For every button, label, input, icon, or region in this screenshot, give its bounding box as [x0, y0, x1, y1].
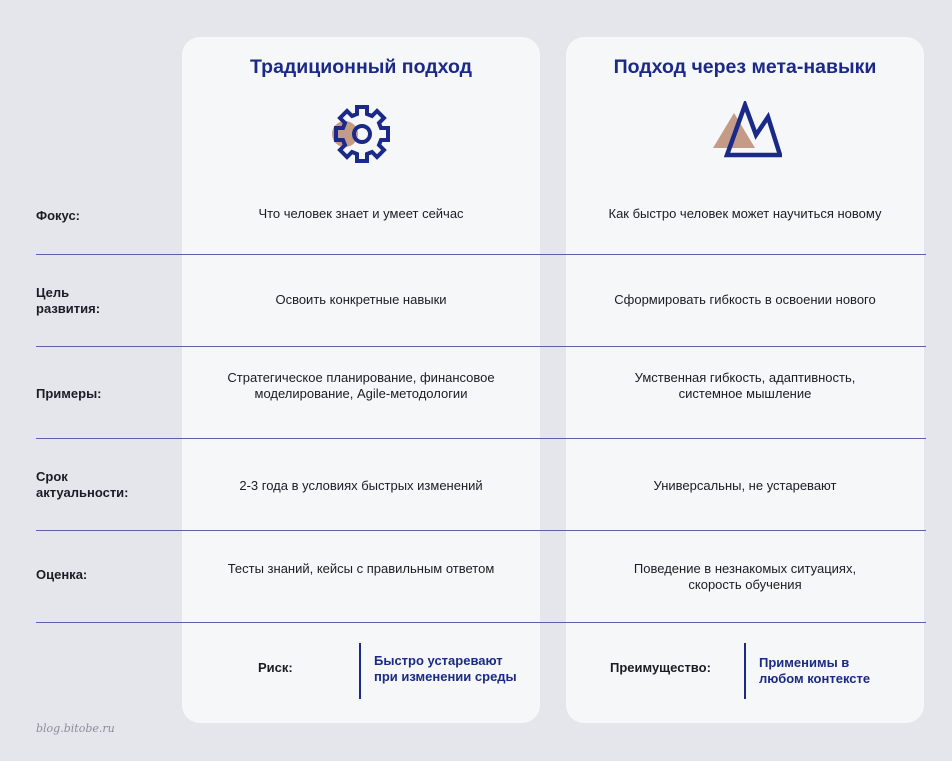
meta-focus-cell: Как быстро человек может научиться новому [608, 206, 882, 221]
row-label-focus: Фокус: [36, 208, 81, 223]
row-label-goal: Цель развития: [36, 285, 101, 316]
row-divider [36, 346, 926, 347]
meta-goal-cell: Сформировать гибкость в освоении нового [614, 292, 876, 307]
traditional-relevance-cell: 2-3 года в условиях быстрых изменений [239, 478, 483, 493]
risk-divider [359, 643, 361, 699]
row-divider [36, 254, 926, 255]
meta-skills-approach-title: Подход через мета-навыки [613, 56, 877, 78]
meta-relevance-cell: Универсальны, не устаревают [653, 478, 837, 493]
watermark: blog.bitobe.ru [36, 722, 115, 735]
row-divider [36, 438, 926, 439]
traditional-evaluation-cell: Тесты знаний, кейсы с правильным ответом [227, 561, 495, 576]
risk-label: Риск: [258, 660, 293, 675]
advantage-label: Преимущество: [610, 660, 711, 675]
row-label-relevance: Срок актуальности: [36, 469, 129, 500]
mountain-icon [710, 101, 782, 163]
row-label-examples: Примеры: [36, 386, 102, 401]
advantage-value: Применимы в любом контексте [759, 655, 871, 686]
meta-examples-cell: Умственная гибкость, адаптивность, системное мышление [634, 370, 856, 401]
gear-icon [328, 103, 396, 167]
traditional-focus-cell: Что человек знает и умеет сейчас [258, 206, 464, 221]
traditional-examples-cell: Стратегическое планирование, финансовое моделирование, Agile-методологии [227, 370, 495, 401]
row-divider [36, 530, 926, 531]
traditional-goal-cell: Освоить конкретные навыки [275, 292, 447, 307]
row-label-evaluation: Оценка: [36, 567, 88, 582]
advantage-divider [744, 643, 746, 699]
meta-evaluation-cell: Поведение в незнакомых ситуациях, скорость обучения [633, 561, 857, 592]
risk-value: Быстро устаревают при изменении среды [374, 653, 517, 684]
traditional-approach-title: Традиционный подход [250, 56, 472, 78]
row-divider [36, 622, 926, 623]
